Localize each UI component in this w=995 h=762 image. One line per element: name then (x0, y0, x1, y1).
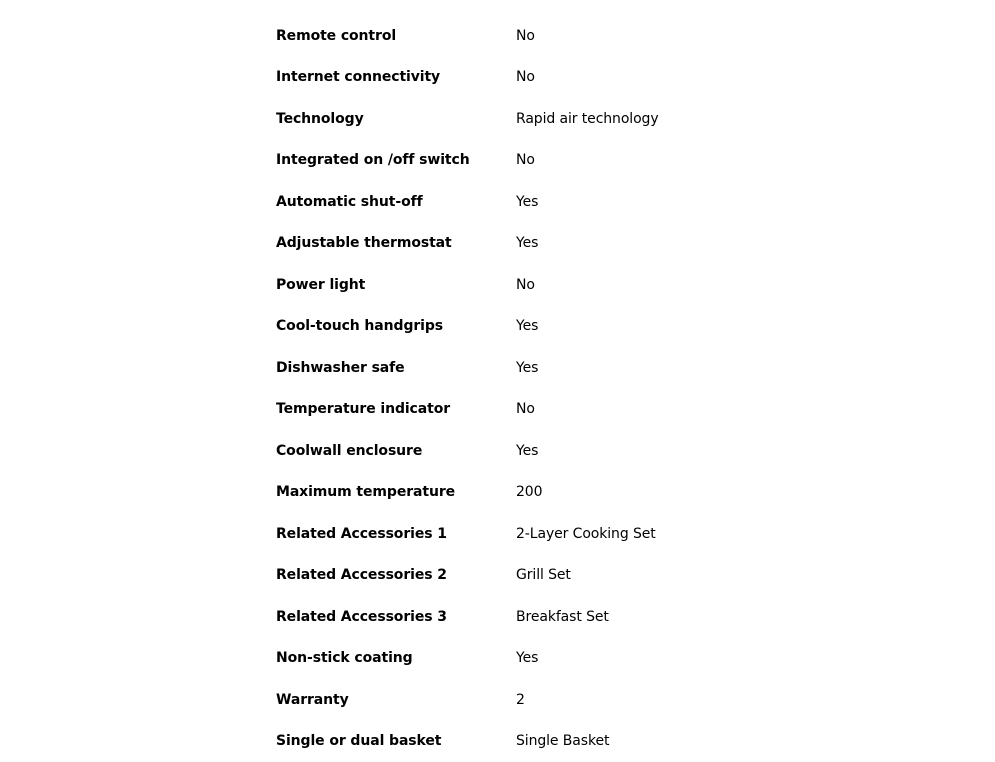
spec-label: Related Accessories 3 (276, 609, 516, 625)
spec-label: Related Accessories 1 (276, 526, 516, 542)
spec-row (276, 513, 716, 555)
spec-row (276, 140, 716, 182)
spec-row (276, 721, 716, 762)
spec-value: No (516, 28, 535, 44)
spec-label: Maximum temperature (276, 484, 516, 500)
spec-value: Rapid air technology (516, 111, 659, 127)
spec-row (276, 472, 716, 514)
spec-label: Single or dual basket (276, 733, 516, 749)
spec-value: Yes (516, 235, 538, 251)
spec-label: Integrated on /off switch (276, 152, 516, 168)
spec-label: Dishwasher safe (276, 360, 516, 376)
spec-value: Single Basket (516, 733, 609, 749)
spec-row (276, 181, 716, 223)
spec-row (276, 306, 716, 348)
spec-label: Technology (276, 111, 516, 127)
spec-value: Grill Set (516, 567, 571, 583)
spec-row (276, 57, 716, 99)
spec-label: Remote control (276, 28, 516, 44)
spec-table (276, 15, 716, 762)
spec-value: Yes (516, 650, 538, 666)
spec-row (276, 679, 716, 721)
spec-value: Yes (516, 318, 538, 334)
spec-row (276, 430, 716, 472)
spec-row (276, 15, 716, 57)
spec-label: Automatic shut-off (276, 194, 516, 210)
spec-label: Non-stick coating (276, 650, 516, 666)
spec-label: Power light (276, 277, 516, 293)
spec-value: No (516, 69, 535, 85)
spec-value: Yes (516, 194, 538, 210)
spec-value: Yes (516, 360, 538, 376)
spec-row (276, 555, 716, 597)
spec-label: Related Accessories 2 (276, 567, 516, 583)
spec-value: No (516, 152, 535, 168)
spec-value: No (516, 277, 535, 293)
spec-value: 2 (516, 692, 525, 708)
spec-value: Breakfast Set (516, 609, 609, 625)
spec-label: Coolwall enclosure (276, 443, 516, 459)
spec-label: Internet connectivity (276, 69, 516, 85)
spec-value: 2-Layer Cooking Set (516, 526, 656, 542)
spec-row (276, 223, 716, 265)
spec-row (276, 98, 716, 140)
spec-row (276, 389, 716, 431)
spec-row (276, 638, 716, 680)
spec-row (276, 596, 716, 638)
spec-label: Temperature indicator (276, 401, 516, 417)
spec-value: Yes (516, 443, 538, 459)
spec-row (276, 347, 716, 389)
spec-value: No (516, 401, 535, 417)
spec-label: Adjustable thermostat (276, 235, 516, 251)
spec-row (276, 264, 716, 306)
spec-label: Cool-touch handgrips (276, 318, 516, 334)
spec-value: 200 (516, 484, 542, 500)
spec-label: Warranty (276, 692, 516, 708)
